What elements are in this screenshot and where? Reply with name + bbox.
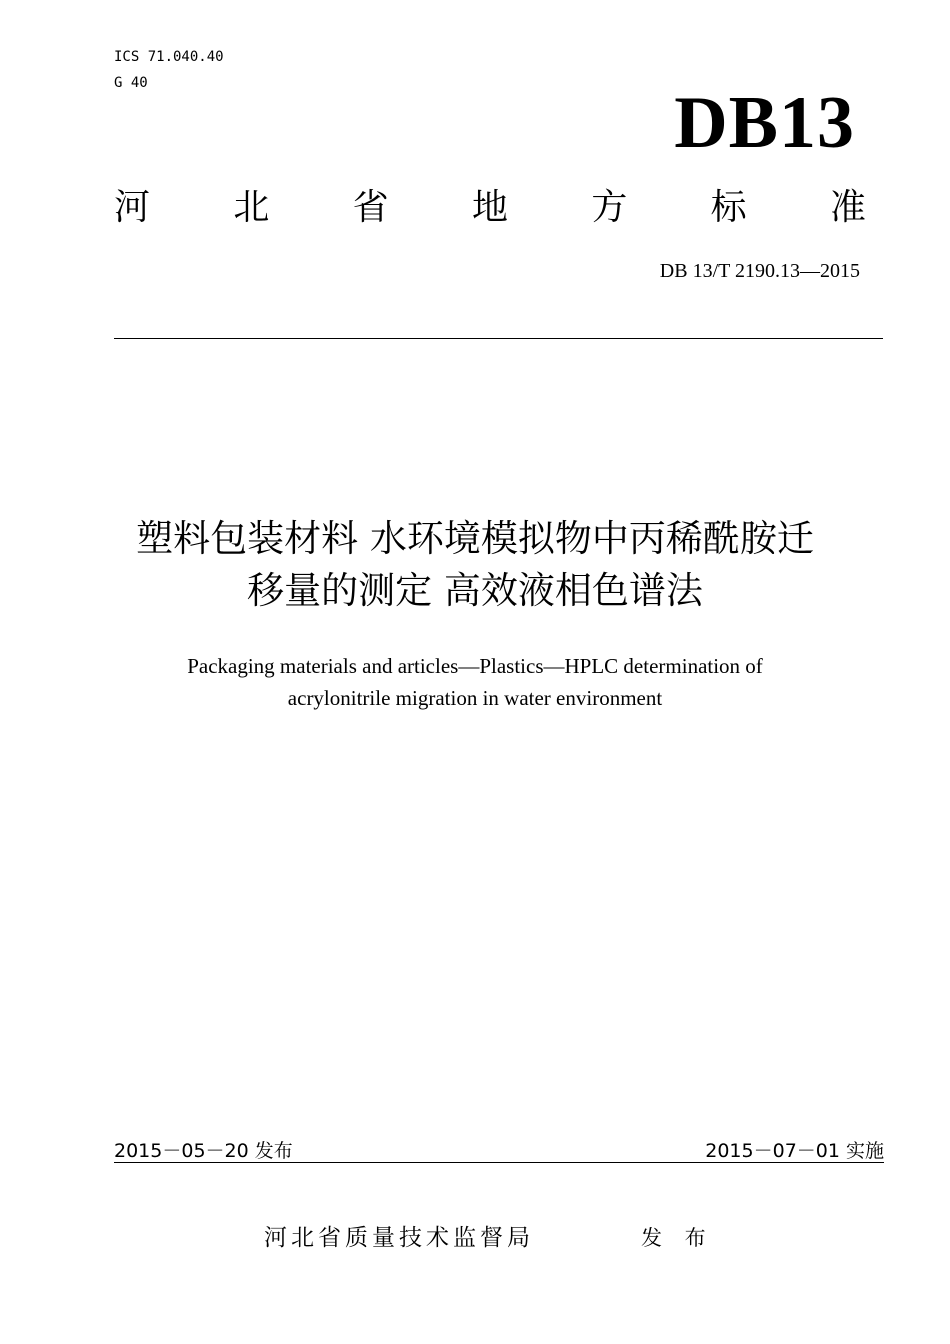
standard-code: DB13 <box>674 82 855 164</box>
standard-type-char: 标 <box>710 187 747 228</box>
english-title-line1: Packaging materials and articles—Plastics—HPLC determination of <box>187 654 763 678</box>
standard-type-char: 省 <box>352 187 389 228</box>
chinese-title-line2: 移量的测定 高效液相色谱法 <box>247 569 703 612</box>
chinese-title-line1: 塑料包装材料 水环境模拟物中丙稀酰胺迁 <box>136 517 814 560</box>
standard-number: DB 13/T 2190.13—2015 <box>659 260 860 282</box>
english-title-line2: acrylonitrile migration in water environment <box>287 686 663 710</box>
english-title <box>0 650 950 714</box>
implementation-date: 2015－07－01 实施 <box>705 1140 884 1162</box>
ccs-code: G 40 <box>114 75 148 91</box>
standard-type-title <box>114 184 866 232</box>
issue-label: 发 布 <box>641 1226 714 1250</box>
standard-type-char: 准 <box>829 187 866 228</box>
standard-type-char: 地 <box>471 187 508 228</box>
bottom-divider <box>114 1162 884 1163</box>
top-divider <box>114 338 883 339</box>
issue-date: 2015－05－20 发布 <box>114 1140 293 1162</box>
issuing-authority: 河北省质量技术监督局 <box>264 1225 534 1251</box>
standard-type-char: 北 <box>233 187 270 228</box>
standard-type-char: 方 <box>591 187 628 228</box>
standard-type-char: 河 <box>114 187 151 228</box>
ics-code: ICS 71.040.40 <box>114 49 224 65</box>
chinese-title <box>0 513 950 617</box>
